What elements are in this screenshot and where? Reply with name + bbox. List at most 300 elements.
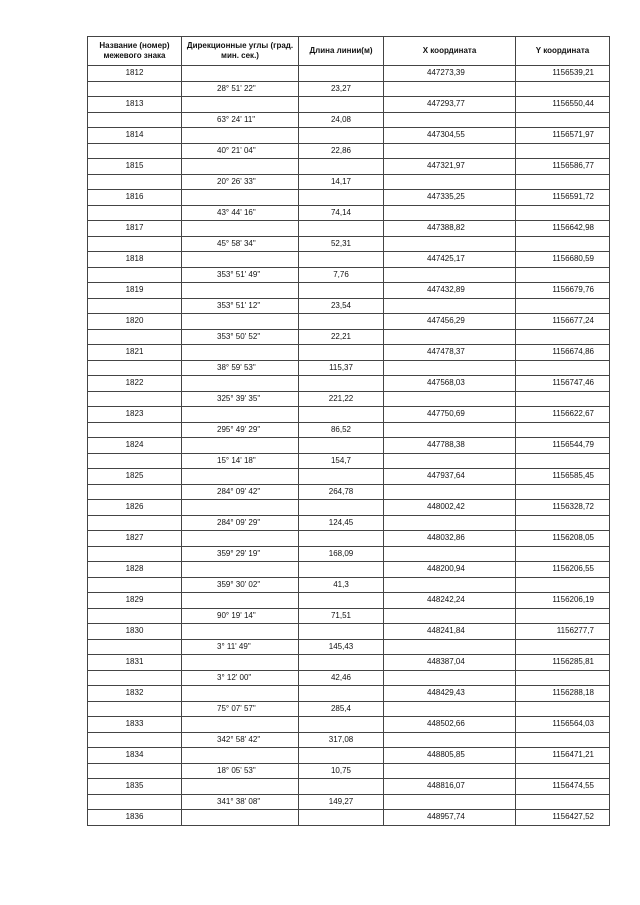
cell-x-coordinate: 448200,94 — [384, 562, 516, 578]
cell-line-length: 145,43 — [299, 639, 384, 655]
cell-line-length: 41,3 — [299, 577, 384, 593]
cell-y-coordinate: 1156571,97 — [516, 128, 610, 144]
cell-empty — [182, 190, 299, 206]
cell-empty — [384, 453, 516, 469]
cell-empty — [384, 484, 516, 500]
cell-x-coordinate: 447335,25 — [384, 190, 516, 206]
cell-line-length: 10,75 — [299, 763, 384, 779]
cell-empty — [182, 469, 299, 485]
table-row-segment — [88, 267, 610, 283]
cell-x-coordinate: 447478,37 — [384, 345, 516, 361]
cell-point-name: 1820 — [88, 314, 182, 330]
cell-direction-angle: 359° 29' 19" — [182, 546, 299, 562]
cell-point-name: 1836 — [88, 810, 182, 826]
cell-y-coordinate: 1156680,59 — [516, 252, 610, 268]
cell-line-length: 264,78 — [299, 484, 384, 500]
cell-direction-angle: 284° 09' 42" — [182, 484, 299, 500]
cell-x-coordinate: 447273,39 — [384, 66, 516, 82]
cell-empty — [384, 143, 516, 159]
table-row-point — [88, 593, 610, 609]
cell-y-coordinate: 1156544,79 — [516, 438, 610, 454]
cell-empty — [299, 407, 384, 423]
table-row-segment — [88, 608, 610, 624]
cell-empty — [384, 174, 516, 190]
cell-direction-angle: 3° 11' 49" — [182, 639, 299, 655]
cell-point-name: 1817 — [88, 221, 182, 237]
cell-empty — [182, 655, 299, 671]
table-header-row — [88, 37, 610, 66]
cell-x-coordinate: 448032,86 — [384, 531, 516, 547]
cell-empty — [516, 608, 610, 624]
cell-point-name: 1829 — [88, 593, 182, 609]
cell-point-name: 1827 — [88, 531, 182, 547]
cell-empty — [182, 97, 299, 113]
cell-empty — [88, 577, 182, 593]
cell-direction-angle: 325° 39' 35" — [182, 391, 299, 407]
cell-line-length: 168,09 — [299, 546, 384, 562]
cell-x-coordinate: 447456,29 — [384, 314, 516, 330]
cell-x-coordinate: 448241,84 — [384, 624, 516, 640]
cell-empty — [182, 717, 299, 733]
cell-empty — [299, 221, 384, 237]
cell-y-coordinate: 1156591,72 — [516, 190, 610, 206]
cell-y-coordinate: 1156208,05 — [516, 531, 610, 547]
cell-empty — [516, 794, 610, 810]
cell-empty — [516, 732, 610, 748]
cell-empty — [182, 66, 299, 82]
cell-empty — [88, 608, 182, 624]
table-row-point — [88, 128, 610, 144]
cell-y-coordinate: 1156679,76 — [516, 283, 610, 299]
cell-point-name: 1834 — [88, 748, 182, 764]
cell-direction-angle: 353° 51' 49" — [182, 267, 299, 283]
table-row-segment — [88, 112, 610, 128]
table-row-point — [88, 531, 610, 547]
table-row-point — [88, 500, 610, 516]
cell-empty — [182, 686, 299, 702]
cell-y-coordinate: 1156539,21 — [516, 66, 610, 82]
cell-empty — [384, 732, 516, 748]
cell-y-coordinate: 1156622,67 — [516, 407, 610, 423]
cell-empty — [182, 128, 299, 144]
cell-line-length: 71,51 — [299, 608, 384, 624]
table-body — [88, 66, 610, 826]
cell-empty — [182, 624, 299, 640]
cell-empty — [299, 500, 384, 516]
cell-empty — [384, 360, 516, 376]
cell-empty — [182, 810, 299, 826]
cell-line-length: 42,46 — [299, 670, 384, 686]
cell-point-name: 1826 — [88, 500, 182, 516]
cell-empty — [384, 701, 516, 717]
cell-y-coordinate: 1156328,72 — [516, 500, 610, 516]
cell-empty — [516, 360, 610, 376]
table-row-point — [88, 97, 610, 113]
cell-y-coordinate: 1156277,7 — [516, 624, 610, 640]
cell-empty — [384, 577, 516, 593]
cell-empty — [88, 143, 182, 159]
table-row-segment — [88, 484, 610, 500]
cell-empty — [384, 329, 516, 345]
cell-direction-angle: 40° 21' 04" — [182, 143, 299, 159]
cell-empty — [384, 546, 516, 562]
cell-point-name: 1833 — [88, 717, 182, 733]
cell-point-name: 1828 — [88, 562, 182, 578]
cell-empty — [182, 500, 299, 516]
cell-empty — [182, 593, 299, 609]
cell-empty — [88, 639, 182, 655]
cell-point-name: 1822 — [88, 376, 182, 392]
cell-empty — [384, 422, 516, 438]
cell-direction-angle: 295° 49' 29" — [182, 422, 299, 438]
cell-empty — [516, 484, 610, 500]
cell-y-coordinate: 1156206,55 — [516, 562, 610, 578]
cell-direction-angle: 359° 30' 02" — [182, 577, 299, 593]
cell-y-coordinate: 1156586,77 — [516, 159, 610, 175]
cell-x-coordinate: 448502,66 — [384, 717, 516, 733]
cell-empty — [516, 453, 610, 469]
cell-point-name: 1831 — [88, 655, 182, 671]
cell-direction-angle: 341° 38' 08" — [182, 794, 299, 810]
table-row-point — [88, 159, 610, 175]
cell-point-name: 1819 — [88, 283, 182, 299]
cell-line-length: 285,4 — [299, 701, 384, 717]
cell-empty — [182, 562, 299, 578]
table-row-segment — [88, 236, 610, 252]
table-row-point — [88, 376, 610, 392]
table-row-segment — [88, 453, 610, 469]
cell-empty — [516, 515, 610, 531]
cell-direction-angle: 45° 58' 34" — [182, 236, 299, 252]
cell-empty — [299, 469, 384, 485]
cell-empty — [516, 143, 610, 159]
header-x: X координата — [384, 37, 516, 66]
cell-empty — [516, 639, 610, 655]
table-row-point — [88, 717, 610, 733]
cell-line-length: 23,54 — [299, 298, 384, 314]
cell-empty — [516, 267, 610, 283]
cell-y-coordinate: 1156674,86 — [516, 345, 610, 361]
cell-x-coordinate: 447937,64 — [384, 469, 516, 485]
cell-empty — [384, 205, 516, 221]
cell-empty — [516, 205, 610, 221]
table-row-segment — [88, 546, 610, 562]
cell-empty — [88, 81, 182, 97]
table-row-point — [88, 66, 610, 82]
cell-empty — [299, 562, 384, 578]
table-row-segment — [88, 143, 610, 159]
cell-empty — [88, 422, 182, 438]
cell-point-name: 1813 — [88, 97, 182, 113]
cell-empty — [182, 376, 299, 392]
cell-empty — [299, 345, 384, 361]
cell-y-coordinate: 1156427,52 — [516, 810, 610, 826]
cell-empty — [516, 763, 610, 779]
cell-empty — [88, 484, 182, 500]
table-row-segment — [88, 391, 610, 407]
cell-empty — [384, 267, 516, 283]
cell-empty — [182, 748, 299, 764]
cell-empty — [384, 112, 516, 128]
cell-empty — [299, 779, 384, 795]
cell-direction-angle: 15° 14' 18" — [182, 453, 299, 469]
cell-empty — [299, 593, 384, 609]
cell-direction-angle: 75° 07' 57" — [182, 701, 299, 717]
cell-y-coordinate: 1156642,98 — [516, 221, 610, 237]
table-row-segment — [88, 360, 610, 376]
table-row-point — [88, 655, 610, 671]
cell-empty — [384, 670, 516, 686]
cell-line-length: 317,08 — [299, 732, 384, 748]
cell-empty — [384, 794, 516, 810]
cell-line-length: 24,08 — [299, 112, 384, 128]
cell-point-name: 1823 — [88, 407, 182, 423]
table-row-point — [88, 221, 610, 237]
cell-empty — [299, 128, 384, 144]
cell-empty — [516, 81, 610, 97]
cell-empty — [299, 314, 384, 330]
table-row-segment — [88, 298, 610, 314]
cell-empty — [88, 732, 182, 748]
header-angle: Дирекционные углы (град. мин. сек.) — [182, 37, 299, 66]
cell-empty — [516, 329, 610, 345]
cell-point-name: 1816 — [88, 190, 182, 206]
cell-y-coordinate: 1156564,03 — [516, 717, 610, 733]
table-row-point — [88, 283, 610, 299]
cell-y-coordinate: 1156747,46 — [516, 376, 610, 392]
cell-x-coordinate: 448805,85 — [384, 748, 516, 764]
cell-empty — [384, 608, 516, 624]
table-row-point — [88, 407, 610, 423]
cell-empty — [516, 298, 610, 314]
cell-empty — [516, 546, 610, 562]
cell-point-name: 1825 — [88, 469, 182, 485]
cell-empty — [299, 66, 384, 82]
cell-empty — [182, 407, 299, 423]
cell-direction-angle: 28° 51' 22" — [182, 81, 299, 97]
table-row-segment — [88, 329, 610, 345]
cell-empty — [384, 391, 516, 407]
cell-empty — [88, 329, 182, 345]
cell-empty — [299, 252, 384, 268]
cell-empty — [182, 531, 299, 547]
cell-empty — [516, 577, 610, 593]
cell-empty — [299, 748, 384, 764]
cell-line-length: 22,21 — [299, 329, 384, 345]
cell-empty — [299, 159, 384, 175]
table-row-point — [88, 345, 610, 361]
cell-empty — [88, 670, 182, 686]
cell-empty — [88, 267, 182, 283]
table-row-segment — [88, 81, 610, 97]
header-name: Название (номер) межевого знака — [88, 37, 182, 66]
cell-empty — [299, 531, 384, 547]
cell-direction-angle: 3° 12' 00" — [182, 670, 299, 686]
cell-direction-angle: 90° 19' 14" — [182, 608, 299, 624]
cell-x-coordinate: 448002,42 — [384, 500, 516, 516]
cell-empty — [182, 779, 299, 795]
cell-y-coordinate: 1156471,21 — [516, 748, 610, 764]
cell-y-coordinate: 1156206,19 — [516, 593, 610, 609]
cell-empty — [182, 438, 299, 454]
cell-empty — [182, 159, 299, 175]
cell-x-coordinate: 448957,74 — [384, 810, 516, 826]
cell-empty — [88, 236, 182, 252]
cell-empty — [88, 546, 182, 562]
table-row-point — [88, 686, 610, 702]
cell-direction-angle: 353° 50' 52" — [182, 329, 299, 345]
table-row-segment — [88, 763, 610, 779]
cell-empty — [88, 205, 182, 221]
cell-empty — [516, 236, 610, 252]
table-row-point — [88, 314, 610, 330]
table-row-segment — [88, 732, 610, 748]
cell-direction-angle: 38° 59' 53" — [182, 360, 299, 376]
cell-empty — [88, 174, 182, 190]
cell-direction-angle: 342° 58' 42" — [182, 732, 299, 748]
table-row-segment — [88, 670, 610, 686]
cell-empty — [384, 298, 516, 314]
table-row-segment — [88, 205, 610, 221]
cell-x-coordinate: 447304,55 — [384, 128, 516, 144]
cell-x-coordinate: 447788,38 — [384, 438, 516, 454]
cell-empty — [516, 422, 610, 438]
cell-empty — [516, 174, 610, 190]
coordinates-table — [87, 36, 610, 826]
table-row-point — [88, 469, 610, 485]
cell-x-coordinate: 447293,77 — [384, 97, 516, 113]
cell-empty — [88, 391, 182, 407]
cell-x-coordinate: 448816,07 — [384, 779, 516, 795]
cell-y-coordinate: 1156288,18 — [516, 686, 610, 702]
cell-x-coordinate: 447432,89 — [384, 283, 516, 299]
table-row-point — [88, 810, 610, 826]
cell-line-length: 23,27 — [299, 81, 384, 97]
table-row-point — [88, 252, 610, 268]
cell-empty — [299, 283, 384, 299]
cell-empty — [516, 391, 610, 407]
cell-empty — [299, 97, 384, 113]
cell-empty — [299, 438, 384, 454]
table-row-point — [88, 779, 610, 795]
cell-point-name: 1830 — [88, 624, 182, 640]
cell-line-length: 149,27 — [299, 794, 384, 810]
cell-empty — [182, 221, 299, 237]
table-row-point — [88, 562, 610, 578]
cell-empty — [516, 112, 610, 128]
cell-x-coordinate: 448387,04 — [384, 655, 516, 671]
cell-direction-angle: 20° 26' 33" — [182, 174, 299, 190]
cell-x-coordinate: 447750,69 — [384, 407, 516, 423]
cell-line-length: 154,7 — [299, 453, 384, 469]
cell-empty — [182, 283, 299, 299]
table-row-point — [88, 438, 610, 454]
cell-empty — [88, 515, 182, 531]
cell-line-length: 221,22 — [299, 391, 384, 407]
cell-direction-angle: 284° 09' 29" — [182, 515, 299, 531]
cell-empty — [88, 112, 182, 128]
cell-empty — [182, 314, 299, 330]
cell-y-coordinate: 1156550,44 — [516, 97, 610, 113]
cell-point-name: 1818 — [88, 252, 182, 268]
table-row-segment — [88, 174, 610, 190]
table-row-segment — [88, 639, 610, 655]
cell-empty — [384, 236, 516, 252]
cell-empty — [299, 376, 384, 392]
cell-point-name: 1832 — [88, 686, 182, 702]
cell-empty — [299, 190, 384, 206]
cell-empty — [88, 298, 182, 314]
cell-empty — [88, 360, 182, 376]
cell-direction-angle: 353° 51' 12" — [182, 298, 299, 314]
table-row-point — [88, 624, 610, 640]
cell-line-length: 74,14 — [299, 205, 384, 221]
cell-empty — [299, 655, 384, 671]
table-row-segment — [88, 422, 610, 438]
table-row-segment — [88, 515, 610, 531]
header-length: Длина линии(м) — [299, 37, 384, 66]
cell-empty — [384, 763, 516, 779]
cell-empty — [299, 686, 384, 702]
cell-direction-angle: 63° 24' 11" — [182, 112, 299, 128]
cell-line-length: 124,45 — [299, 515, 384, 531]
cell-empty — [299, 810, 384, 826]
cell-empty — [182, 345, 299, 361]
cell-x-coordinate: 447568,03 — [384, 376, 516, 392]
cell-point-name: 1824 — [88, 438, 182, 454]
cell-x-coordinate: 447321,97 — [384, 159, 516, 175]
cell-x-coordinate: 447425,17 — [384, 252, 516, 268]
table-row-point — [88, 748, 610, 764]
cell-empty — [88, 701, 182, 717]
cell-point-name: 1812 — [88, 66, 182, 82]
cell-direction-angle: 18° 05' 53" — [182, 763, 299, 779]
cell-y-coordinate: 1156677,24 — [516, 314, 610, 330]
cell-line-length: 86,52 — [299, 422, 384, 438]
header-y: Y координата — [516, 37, 610, 66]
cell-line-length: 14,17 — [299, 174, 384, 190]
table-row-segment — [88, 577, 610, 593]
cell-point-name: 1835 — [88, 779, 182, 795]
cell-point-name: 1815 — [88, 159, 182, 175]
cell-direction-angle: 43° 44' 16" — [182, 205, 299, 221]
cell-y-coordinate: 1156585,45 — [516, 469, 610, 485]
cell-y-coordinate: 1156285,81 — [516, 655, 610, 671]
cell-empty — [88, 763, 182, 779]
cell-empty — [516, 701, 610, 717]
cell-empty — [182, 252, 299, 268]
cell-point-name: 1814 — [88, 128, 182, 144]
cell-x-coordinate: 447388,82 — [384, 221, 516, 237]
cell-line-length: 52,31 — [299, 236, 384, 252]
cell-x-coordinate: 448429,43 — [384, 686, 516, 702]
cell-empty — [384, 81, 516, 97]
table-row-segment — [88, 701, 610, 717]
cell-line-length: 115,37 — [299, 360, 384, 376]
cell-line-length: 7,76 — [299, 267, 384, 283]
cell-empty — [88, 794, 182, 810]
cell-empty — [384, 515, 516, 531]
cell-x-coordinate: 448242,24 — [384, 593, 516, 609]
cell-empty — [299, 624, 384, 640]
cell-empty — [384, 639, 516, 655]
cell-empty — [88, 453, 182, 469]
cell-y-coordinate: 1156474,55 — [516, 779, 610, 795]
table-row-point — [88, 190, 610, 206]
cell-point-name: 1821 — [88, 345, 182, 361]
table-row-segment — [88, 794, 610, 810]
cell-empty — [299, 717, 384, 733]
